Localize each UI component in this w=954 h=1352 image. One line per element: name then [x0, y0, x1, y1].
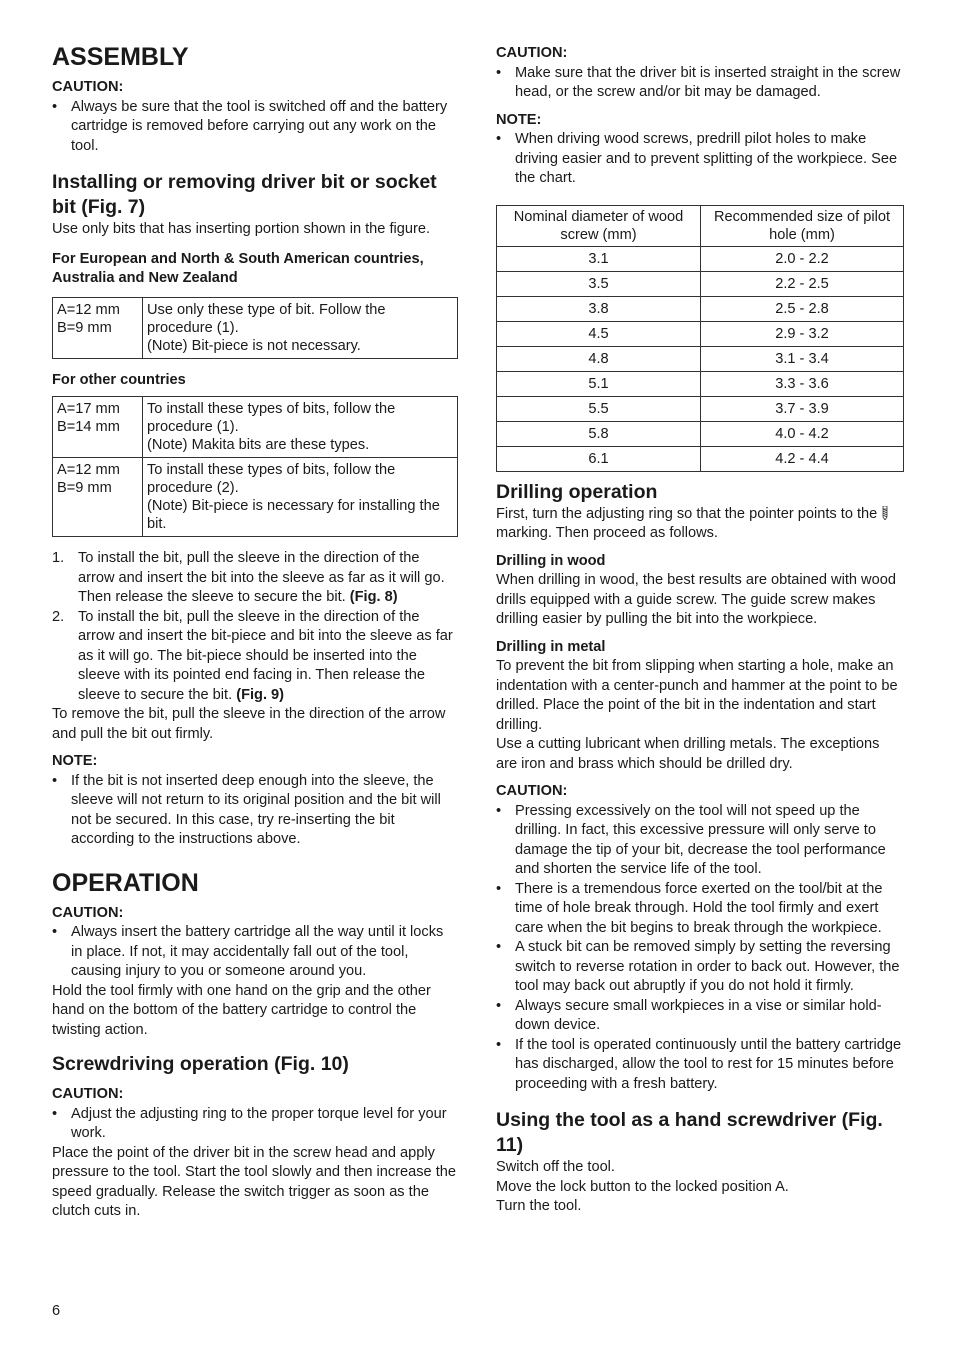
table-row: 5.8 4.0 - 4.2: [497, 421, 904, 446]
table-header-row: [497, 205, 904, 246]
table-row: [53, 397, 458, 458]
bit-dimensions-cell: A=12 mm B=9 mm: [53, 458, 143, 537]
caution-label: CAUTION:: [496, 45, 568, 61]
euro-bit-table: [52, 297, 458, 359]
column-header: Recommended size of pilot hole (mm): [701, 205, 904, 246]
table-row: 4.5 2.9 - 3.2: [497, 321, 904, 346]
note-label: NOTE:: [52, 753, 98, 769]
page-number: 6: [52, 1303, 61, 1319]
install-bit-heading: Installing or removing driver bit or socket bit (Fig. 7): [52, 171, 437, 218]
drill-bit-icon: [881, 506, 889, 520]
screwdriving-text: Place the point of the driver bit in the screw head and apply pressure to the tool. Start the tool slowly and then increase the speed gradually. Release the switch trigger as soon as the clutch cuts in.: [52, 1144, 456, 1219]
hand-step: Turn the tool.: [496, 1198, 582, 1214]
hand-step: Move the lock button to the locked position A.: [496, 1178, 789, 1195]
caution-label: CAUTION:: [496, 783, 568, 799]
table-row: 3.8 2.5 - 2.8: [497, 296, 904, 321]
caution-label: CAUTION:: [52, 79, 124, 95]
step-item: 2. To install the bit, pull the sleeve in the direction of the arrow and insert the bit-piece and bit into the sleeve as far as it will go. The bit-piece should be inserted into the sleeve with its pointed end facing in. Then release the sleeve to secure the bit. (Fig. 9): [52, 608, 453, 703]
caution-item: • Always be sure that the tool is switched off and the battery cartridge is removed before carrying out any work on the tool.: [52, 98, 458, 157]
caution-item: • If the tool is operated continuously until the battery cartridge has discharged, allow the tool to rest for 15 minutes before proceeding with a fresh battery.: [496, 1036, 904, 1095]
note-label: NOTE:: [496, 111, 542, 128]
table-row: 4.8 3.1 - 3.4: [497, 346, 904, 371]
other-countries-label: For other countries: [52, 371, 186, 388]
remove-bit-text: To remove the bit, pull the sleeve in the direction of the arrow and pull the bit out firmly.: [52, 706, 446, 742]
bit-description-cell: To install these types of bits, follow the procedure (2). (Note) Bit-piece is necessary for installing the bit.: [143, 458, 458, 537]
install-bit-text: Use only bits that has inserting portion shown in the figure.: [52, 221, 431, 237]
caution-item: • Make sure that the driver bit is inserted straight in the screw head, or the screw and/or bit may be damaged.: [496, 64, 904, 103]
right-column: [496, 44, 904, 1217]
euro-countries-label: For European and North & South American countries, Australia and New Zealand: [52, 250, 424, 286]
figure-ref: (Fig. 8): [349, 589, 398, 605]
hand-step: Switch off the tool.: [496, 1159, 615, 1175]
table-row: 3.5 2.2 - 2.5: [497, 271, 904, 296]
drilling-wood-label: Drilling in wood: [496, 552, 606, 569]
caution-item: • Pressing excessively on the tool will not speed up the drilling. In fact, this excessive pressure will only serve to damage the tip of your bit, decrease the tool performance and shorten the service life of the tool.: [496, 802, 904, 880]
left-column: [52, 40, 458, 1222]
hand-screwdriver-heading: Using the tool as a hand screwdriver (Fig. 11): [496, 1109, 883, 1156]
table-row: [53, 458, 458, 537]
table-row: 3.1 2.0 - 2.2: [497, 246, 904, 271]
bit-description-cell: To install these types of bits, follow the procedure (1). (Note) Makita bits are these types.: [143, 397, 458, 458]
table-row: 5.1 3.3 - 3.6: [497, 371, 904, 396]
operation-heading: OPERATION: [52, 868, 199, 897]
table-row: 6.1 4.2 - 4.4: [497, 446, 904, 471]
lubricant-text: Use a cutting lubricant when drilling metals. The exceptions are iron and brass which should be drilled dry.: [496, 736, 880, 772]
drilling-heading: Drilling operation: [496, 480, 658, 503]
figure-ref: (Fig. 9): [236, 686, 285, 703]
table-row: 5.5 3.7 - 3.9: [497, 396, 904, 421]
screwdriving-heading: Screwdriving operation (Fig. 10): [52, 1053, 349, 1075]
caution-item: • Adjust the adjusting ring to the proper torque level for your work.: [52, 1105, 458, 1144]
caution-item: • Always insert the battery cartridge all the way until it locks in place. If not, it may accidentally fall out of the tool, causing injury to you or someone around you.: [52, 923, 458, 982]
table-row: [53, 297, 458, 358]
hold-tool-text: Hold the tool firmly with one hand on the grip and the other hand on the bottom of the battery cartridge to control the twisting action.: [52, 982, 431, 1038]
caution-item: • Always secure small workpieces in a vise or similar hold-down device.: [496, 997, 904, 1036]
bit-dimensions-cell: A=12 mm B=9 mm: [53, 297, 143, 358]
caution-label: CAUTION:: [52, 1086, 124, 1102]
bit-dimensions-cell: A=17 mm B=14 mm: [53, 397, 143, 458]
drilling-metal-text: To prevent the bit from slipping when starting a hole, make an indentation with a center-punch and hammer at the point to be drilled. Place the point of the bit in the indentation and start drilling.: [496, 658, 898, 733]
drilling-metal-label: Drilling in metal: [496, 638, 606, 655]
bit-description-cell: Use only these type of bit. Follow the procedure (1). (Note) Bit-piece is not necessary.: [143, 297, 458, 358]
assembly-heading: ASSEMBLY: [52, 43, 189, 71]
caution-label: CAUTION:: [52, 904, 124, 921]
pilot-hole-table: [496, 205, 904, 472]
other-bit-table: [52, 396, 458, 537]
step-item: 1. To install the bit, pull the sleeve in the direction of the arrow and insert the bit into the sleeve as far as it will go. Then release the sleeve to secure the bit. (Fig. 8): [52, 550, 445, 605]
caution-item: • There is a tremendous force exerted on the tool/bit at the time of hole break through. Hold the tool firmly and exert care when the bit begins to break through the workpiece.: [496, 880, 904, 939]
drilling-wood-text: When drilling in wood, the best results are obtained with wood drills equipped with a guide screw. The guide screw makes drilling easier by pulling the bit into the workpiece.: [496, 572, 896, 627]
drilling-intro: First, turn the adjusting ring so that the pointer points to the marking. Then proceed as follows.: [496, 505, 904, 544]
note-item: • When driving wood screws, predrill pilot holes to make driving easier and to prevent splitting of the workpiece. See the chart.: [496, 130, 904, 189]
caution-item: • A stuck bit can be removed simply by setting the reversing switch to reverse rotation in order to back out. However, the tool may back out abruptly if you do not hold it firmly.: [496, 938, 904, 997]
column-header: Nominal diameter of wood screw (mm): [497, 205, 701, 246]
note-item: • If the bit is not inserted deep enough into the sleeve, the sleeve will not return to its original position and the bit will not be secured. In this case, try re-inserting the bit according to the instructions above.: [52, 772, 458, 850]
